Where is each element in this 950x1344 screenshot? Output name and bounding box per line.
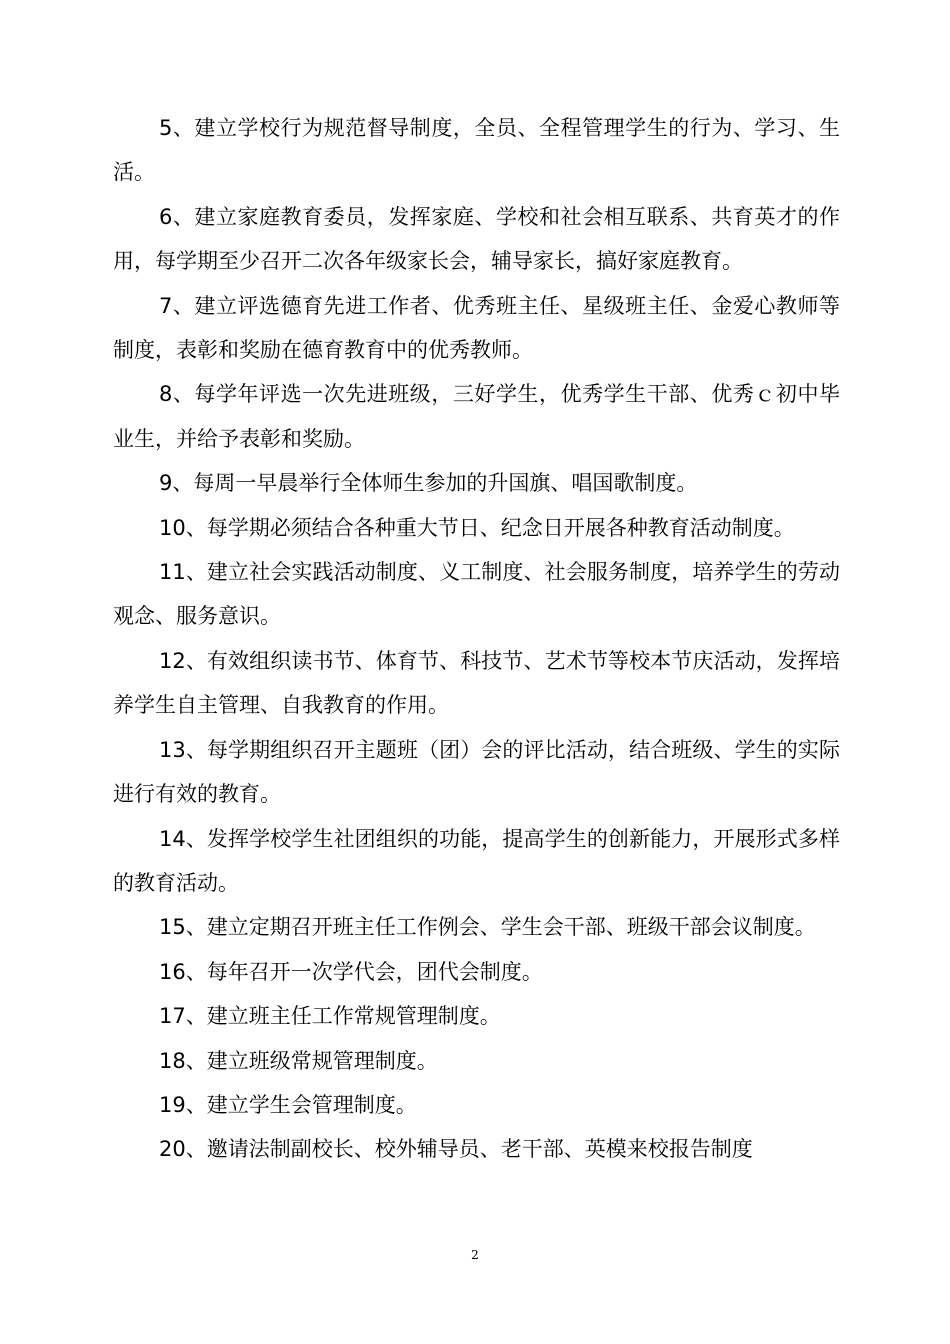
paragraph-item-10: 10、每学期必须结合各种重大节日、纪念日开展各种教育活动制度。 bbox=[159, 515, 795, 540]
paragraph-item-12: 12、有效组织读书节、体育节、科技节、艺术节等校本节庆活动，发挥培养学生自主管理、自我教育的作用。 bbox=[113, 648, 840, 718]
paragraph-item-7: 7、建立评选德育先进工作者、优秀班主任、星级班主任、金爱心教师等制度，表彰和奖励在德育教育中的优秀教师。 bbox=[113, 293, 840, 363]
paragraph-item-6: 6、建立家庭教育委员，发挥家庭、学校和社会相互联系、共育英才的作用，每学期至少召开二次各年级家长会，辅导家长，搞好家庭教育。 bbox=[113, 204, 840, 274]
paragraph-item-18: 18、建立班级常规管理制度。 bbox=[159, 1048, 438, 1073]
paragraph-item-17: 17、建立班主任工作常规管理制度。 bbox=[159, 1004, 501, 1029]
paragraph-item-20: 20、邀请法制副校长、校外辅导员、老干部、英模来校报告制度 bbox=[159, 1137, 753, 1162]
paragraph-item-16: 16、每年召开一次学代会，团代会制度。 bbox=[159, 959, 543, 984]
paragraph-item-13: 13、每学期组织召开主题班（团）会的评比活动，结合班级、学生的实际进行有效的教育。 bbox=[113, 737, 840, 807]
paragraph-item-8: 8、每学年评选一次先进班级，三好学生，优秀学生干部、优秀ｃ初中毕业生，并给予表彰和奖励。 bbox=[113, 382, 840, 451]
paragraph-item-14: 14、发挥学校学生社团组织的功能，提高学生的创新能力，开展形式多样的教育活动。 bbox=[113, 826, 840, 895]
document-body bbox=[113, 106, 840, 1172]
paragraph-item-11: 11、建立社会实践活动制度、义工制度、社会服务制度，培养学生的劳动观念、服务意识。 bbox=[113, 560, 840, 629]
paragraph-item-15: 15、建立定期召开班主任工作例会、学生会干部、班级干部会议制度。 bbox=[159, 915, 816, 940]
paragraph-item-19: 19、建立学生会管理制度。 bbox=[159, 1092, 417, 1117]
page-number: 2 bbox=[471, 1248, 479, 1262]
paragraph-item-5: 5、建立学校行为规范督导制度，全员、全程管理学生的行为、学习、生活。 bbox=[113, 116, 840, 185]
paragraph-item-9: 9、每周一早晨举行全体师生参加的升国旗、唱国歌制度。 bbox=[159, 471, 698, 496]
